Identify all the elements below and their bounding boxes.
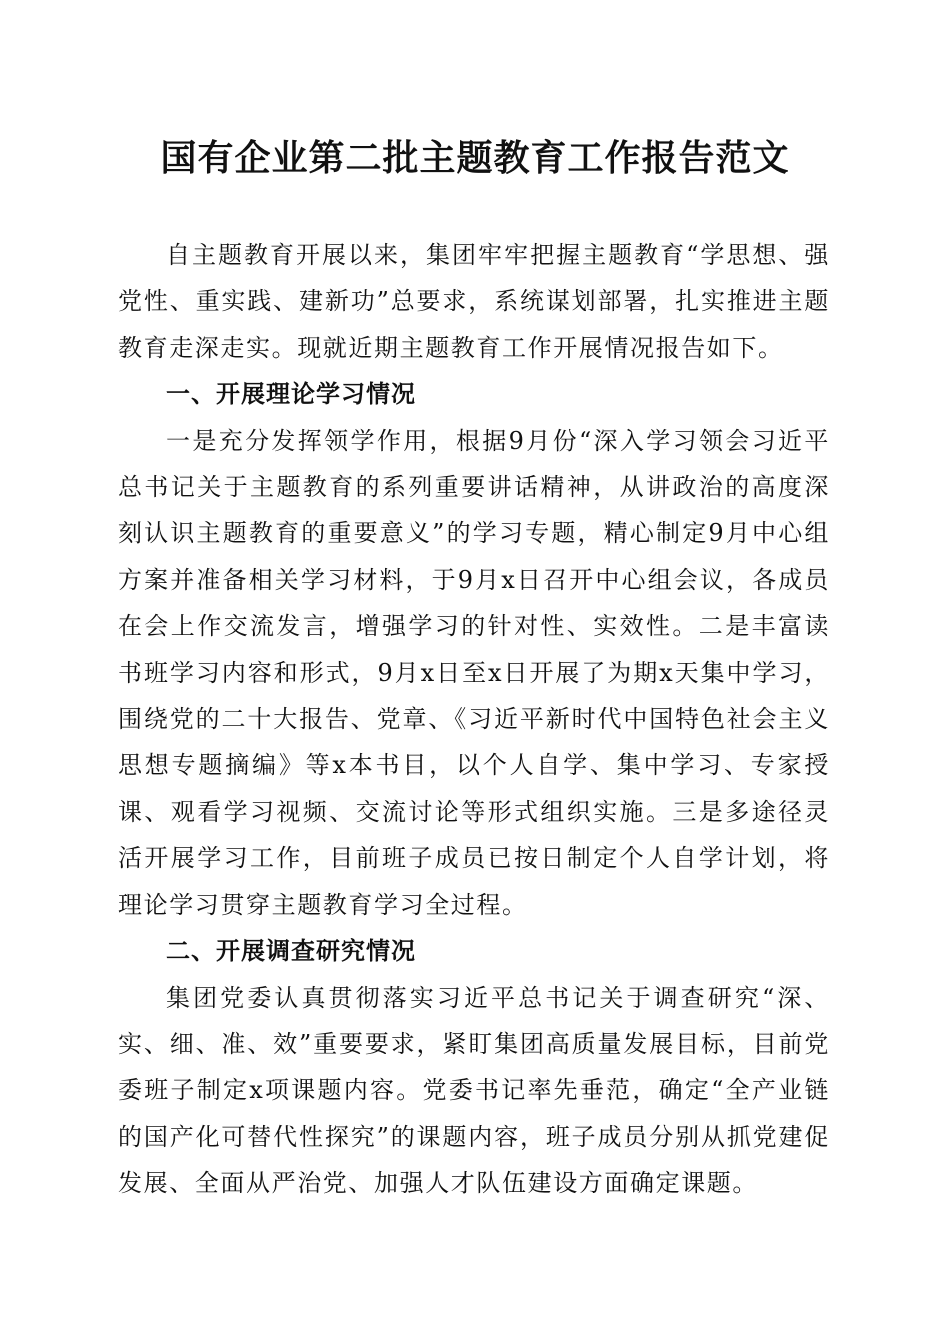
document-title: 国有企业第二批主题教育工作报告范文 [160,137,790,179]
document-body [118,232,830,1207]
theory-study-paragraph: 一是充分发挥领学作用，根据9月份“深入学习领会习近平总书记关于主题教育的系列重要讲话精神，从讲政治的高度深刻认识主题教育的重要意义”的学习专题，精心制定9月中心组方案并准备相关学习材料，于9月x日召开中心组会议，各成员在会上作交流发言，增强学习的针对性、实效性。二是丰富读书班学习内容和形式，9月x日至x日开展了为期x天集中学习，围绕党的二十大报告、党章、《习近平新时代中国特色社会主义思想专题摘编》等x本书目，以个人自学、集中学习、专家授课、观看学习视频、交流讨论等形式组织实施。三是多途径灵活开展学习工作，目前班子成员已按日制定个人自学计划，将理论学习贯穿主题教育学习全过程。 [118,426,830,919]
section-heading-theory-study: 一、开展理论学习情况 [166,380,416,409]
intro-paragraph: 自主题教育开展以来，集团牢牢把握主题教育“学思想、强党性、重实践、建新功”总要求，系统谋划部署，扎实推进主题教育走深走实。现就近期主题教育工作开展情况报告如下。 [118,241,830,362]
section-heading-research: 二、开展调查研究情况 [166,937,416,966]
research-paragraph: 集团党委认真贯彻落实习近平总书记关于调查研究“深、实、细、准、效”重要要求，紧盯集团高质量发展目标，目前党委班子制定x项课题内容。党委书记率先垂范，确定“全产业链的国产化可替代性探究”的课题内容，班子成员分别从抓党建促发展、全面从严治党、加强人才队伍建设方面确定课题。 [118,983,830,1198]
